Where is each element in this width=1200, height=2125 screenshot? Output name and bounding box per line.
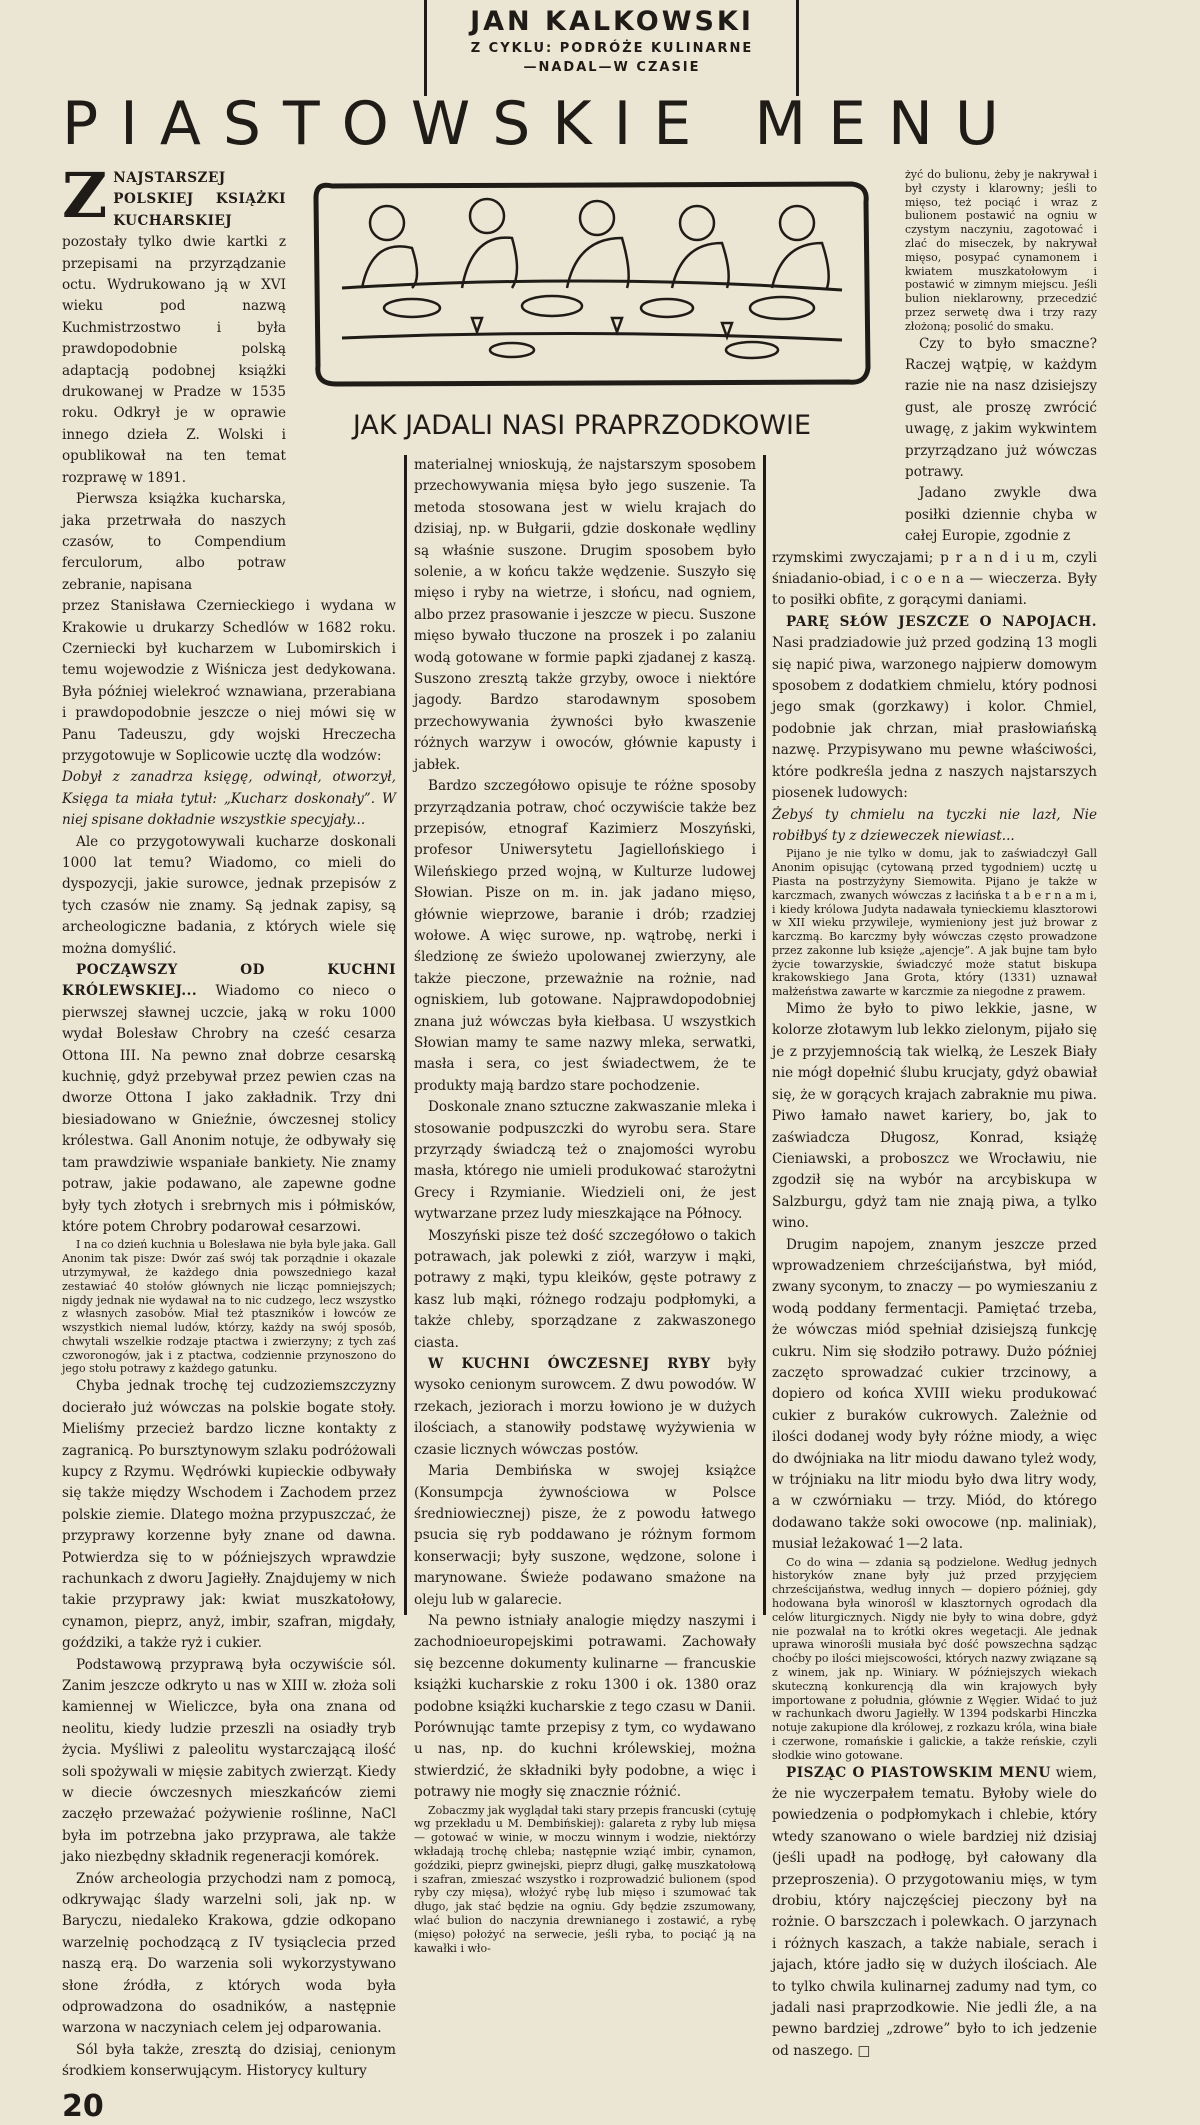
paragraph-text: Pierwsza książka kucharska, jaka przetrwała do naszych czasów, to Compendium ferculorum, albo potraw zebranie, napisana (62, 491, 286, 593)
column-right (772, 548, 1097, 2063)
paragraph (772, 847, 1097, 999)
paragraph (772, 548, 1097, 612)
paragraph (414, 1097, 756, 1225)
paragraph (62, 596, 396, 767)
paragraph (62, 159, 286, 489)
column-rule (763, 455, 766, 1615)
author-name: JAN KALKOWSKI (470, 6, 754, 37)
paragraph (772, 1235, 1097, 1556)
paragraph (414, 1354, 756, 1461)
paragraph-text: Zobaczmy jak wyglądał taki stary przepis francuski (cytuję wg przekładu u M. Dembińskiej): galareta z ryby lub mięsa — gotować w winie, w moczu winnym i wodzie, niektórzy wkładają trochę chleba; następnie wziąć imbir, cynamon, goździki, pieprz gwinejski, pieprz długi, gałkę muszkatołową i szafran, zmieszać wszystko i rozprowadzić bulionem (spod ryby czy mięsa), włożyć rybę lub mięso i szumować tak długo, jak stać będzie na ogniu. Gdy będzie zszumowany, wlać bulion do naczynia drewnianego i zostawić, a rybę (mięso) położyć na serwecie, jeśli ryba, to pociąć ją na kawałki i wło- (414, 1803, 756, 1955)
paragraph-text: Bardzo szczegółowo opisuje te różne sposoby przyrządzania potraw, choć oczywiście także bez przepisów, etnograf Kazimierz Moszyński, profesor Uniwersytetu Jagiellońskiego i Wileńskiego przed wojną, w Kulturze ludowej Słowian. Pisze on m. in. jak jadano mięso, głównie wieprzowe, baranie i drób; rzadziej wołowe. A więc surowe, np. wątrobę, nerki i śledzionę ze świeżo upolowanej zwierzyny, ale także pieczone, przeważnie na rożnie, nad ogniskiem, lub gotowane. Najprawdopodobniej znana już wówczas była kiełbasa. U wszystkich Słowian mamy te same nazwy mleka, serwatki, masła i sera, co jest świadectwem, że te produkty mają bardzo stare pochodzenie. (414, 778, 756, 1094)
section-lead: NAJSTARSZEJ POLSKIEJ KSIĄŻKI KUCHARSKIEJ (113, 170, 286, 229)
paragraph-text: były wysoko cenionym surowcem. Z dwu powodów. W rzekach, jeziorach i morzu łowiono je w dużych ilościach, a stanowiły podstawę wyżywienia w czasie licznych wówczas postów. (414, 1356, 756, 1458)
section-lead: POCZĄWSZY OD KUCHNI KRÓLEWSKIEJ... (62, 962, 396, 1000)
series-name: Z CYKLU: PODRÓŻE KULINARNE (470, 41, 754, 56)
paragraph-text: wiem, że nie wyczerpałem tematu. Byłoby wiele do powiedzenia o podpłomykach i chlebie, który wtedy szanowano o wiele bardziej niż dzisiaj (jeśli upadł na podłogę, był całowany dla przeproszenia). O przygotowaniu mięs, w tym drobiu, który najczęściej pieczony był na rożnie. O barszczach i polewkach. O jarzynach i różnych kaszach, a także nabiale, serach i jajach, które jadło się w dużych ilościach. Ale to tylko chwila kulinarnej zadumy nad tym, co jadali nasi praprzodkowie. Nie jedli źle, a na pewno bardziej „zdrowe” było to ich jedzenie od naszego. □ (772, 1764, 1097, 2059)
paragraph-text: Żebyś ty chmielu na tyczki nie lazł, Nie robiłbyś ty z dzieweczek niewiast... (772, 806, 1097, 844)
paragraph (772, 999, 1097, 1234)
page-number: 20 (62, 2088, 104, 2124)
paragraph-text: Podstawową przyprawą była oczywiście sól. Zanim jeszcze odkryto u nas w XIII w. złoża soli kamiennej w Wieliczce, była ona znana od neolitu, kiedy ludzie przeszli na osiadły tryb życia. Myśliwi z paleolitu wystarczającą ilość soli spożywali w mięsie zabitych zwierząt. Kiedy w diecie ówczesnych mieszkańców ziemi zaczęło przeważać pożywienie roślinne, NaCl była im potrzebna jako przyprawa, ale także jako niezbędny składnik regeneracji komórek. (62, 1656, 396, 1866)
drop-cap: Z (62, 159, 108, 232)
paragraph (62, 1869, 396, 2040)
paragraph-text: materialnej wnioskują, że najstarszym sposobem przechowywania mięsa było jego suszenie. Ta metoda stosowana jest w wielu krajach do dzisiaj, np. w Bułgarii, gdzie doskonałe wędliny są właśnie suszone. Drugim sposobem było solenie, a w końcu także wędzenie. Suszyło się mięso i ryby na wietrze, i słońcu, nad ogniem, albo przez prasowanie i jeszcze w piecu. Suszone mięso bywało tłuczone na proszek i po zalaniu wodą gotowane w formie papki zjadanej z kaszą. Suszono zresztą także grzyby, owoce i niektóre jagody. Bardzo starodawnym sposobem przechowywania żywności było kwaszenie różnych warzyw i owoców, głównie kapusty i jabłek. (414, 457, 756, 773)
paragraph-text: Dobył z zanadrza księgę, odwinął, otworzył, Księga ta miała tytuł: „Kucharz doskonały”. W niej spisane dokładnie wszystkie specyjały... (62, 769, 396, 829)
paragraph (62, 2040, 396, 2083)
paragraph-text: I na co dzień kuchnia u Bolesława nie była byle jaka. Gall Anonim tak pisze: Dwór zaś swój tak porządnie i okazale utrzymywał, że każdego dnia powszedniego kazał zestawiać 40 stołów głównych nie licząc pomniejszych; nigdy jednak nie wydawał na to nic cudzego, lecz wszystko z własnych zasobów. Miał też ptaszników i łowców ze wszystkich niemal ludów, którzy, każdy na swój sposób, chwytali wszelkie rodzaje ptactwa i zwierzyny; z tych zaś czworonogów, jak i z ptactwa, codziennie przynoszono do jego stołu potrawy z każdego gatunku. (62, 1238, 396, 1376)
header-rule-left (424, 0, 427, 96)
paragraph (414, 1804, 756, 1956)
quote-paragraph (772, 805, 1097, 848)
paragraph (62, 1376, 396, 1654)
paragraph (414, 455, 756, 776)
section-lead: PARĘ SŁÓW JESZCZE O NAPOJACH. (786, 613, 1097, 630)
paragraph (905, 483, 1097, 547)
paragraph-text: pozostały tylko dwie kartki z przepisami na przyrządzanie octu. Wydrukowano ją w XVI wieku pod nazwą Kuchmistrzostwo i była prawdopodobnie polską adaptacją podobnej książki drukowanej w Pradze w 1535 roku. Odkrył je w oprawie innego dzieła Z. Wolski i opublikował na ten temat rozprawę w 1891. (62, 234, 286, 486)
paragraph (62, 1655, 396, 1869)
paragraph (414, 1461, 756, 1611)
column-rule (404, 455, 407, 1615)
paragraph-text: Maria Dembińska w swojej książce (Konsumpcja żywnościowa w Polsce średniowiecznej) pisze, że z powodu łatwego psucia się ryb poddawano je różnym formom konserwacji; były suszone, wędzone, solone i marynowane. Świeże podawano smażone na oleju lub w galarecie. (414, 1463, 756, 1608)
paragraph (62, 489, 286, 596)
paragraph-text: Znów archeologia przychodzi nam z pomocą, odkrywając ślady warzelni soli, jak np. w Baryczu, niedaleko Krakowa, gdzie odkopano warzelnię pochodzącą z IV tysiąclecia przed naszą erą. Do warzenia soli wykorzystywano słone źródła, z których woda była odprowadzona do osadników, a następnie warzona w naczyniach celem jej odparowania. (62, 1870, 396, 2037)
column-left-top (62, 159, 286, 596)
paragraph-text: Sól była także, zresztą do dzisiaj, cenionym środkiem konserwującym. Historycy kultury (62, 2041, 396, 2080)
paragraph-text: Doskonale znano sztuczne zakwaszanie mleka i stosowanie podpuszczki do wyrobu sera. Stare przyrządy świadczą też o znajomości wyrobu masła, którego nie umieli produkować starożytni Grecy i Rzymianie. Wiedzieli oni, że jest wytwarzane przez ludy mieszkające na Północy. (414, 1099, 756, 1223)
column-middle (414, 455, 756, 1955)
paragraph (772, 1763, 1097, 2063)
article-header (428, 6, 796, 75)
paragraph-text: Mimo że było to piwo lekkie, jasne, w kolorze złotawym lub lekko zielonym, pijało się je z przyjemnością tak wielką, że Leszek Biały nie mógł dopełnić ślubu krucjaty, gdyż obawiał się, że w gorących krajach zabraknie mu piwa. Piwo łamało nawet kariery, bo, jak to zaświadcza Długosz, Konrad, książę Cieniawski, a proboszcz we Wrocławiu, nie zgodził się na wybór na arcybiskupa w Salzburgu, gdyż tam nie znają piwa, a tylko wino. (772, 1001, 1097, 1232)
article-subtitle: JAK JADALI NASI PRAPRZODKOWIE (352, 410, 812, 441)
paragraph-text: Chyba jednak trochę tej cudzoziemszczyzny docierało już wówczas na polskie bogate stoły. Mieliśmy przecież bardzo liczne kontakty z zagranicą. Po bursztynowym szlaku podróżowali kupcy z Rzymu. Wędrówki kupieckie odbywały się także między Wschodem i Zachodem przez polskie ziemie. Dlatego można przypuszczać, że przyprawy korzenne były znane od dawna. Potwierdza się to w późniejszych wprawdzie rachunkach z dworu Jagiełły. Znajdujemy w nich takie przyprawy jak: kwiat muszkatołowy, cynamon, pieprz, anyż, imbir, szafran, migdały, goździki, a także ryż i cukier. (62, 1378, 396, 1652)
paragraph (905, 168, 1097, 334)
paragraph-text: żyć do bulionu, żeby je nakrywał i był czysty i klarowny; jeśli to mięso, też pociąć i wraz z bulionem postawić na ogniu w czystym naczyniu, zagotować i zlać do miseczek, by nakrywał mięso, posypać cynamonem i kwiatem muszkatołowym i postawić w zimnym miejscu. Jeśli bulion nieklarowny, przecedzić przez serwetę dwa i trzy razy złożoną; posolić do smaku. (905, 168, 1097, 333)
paragraph-text: Wiadomo co nieco o pierwszej sławnej uczcie, jaką w roku 1000 wydał Bolesław Chrobry na cześć cesarza Ottona III. Na pewno znał dobrze cesarską kuchnię, gdyż przebywał przez pewien czas na dworze Ottona I jako zakładnik. Trzy dni biesiadowano w Gnieźnie, ówczesnej stolicy królestwa. Gall Anonim notuje, że odbywały się tam prawdziwie wspaniałe bankiety. Nie znamy potraw, jakie podawano, ale zapewne godne były tych złotych i srebrnych mis i półmisków, które potem Chrobry podarował cesarzowi. (62, 983, 396, 1235)
paragraph-text: Na pewno istniały analogie między naszymi i zachodnioeuropejskimi potrawami. Zachowały się bezcenne dokumenty kulinarne — francuskie książki kucharskie z roku 1300 i ok. 1380 oraz podobne książki kucharskie z tego czasu w Danii. Porównując tamte przepisy z tym, co wydawano u nas, np. do kuchni królewskiej, można stwierdzić, że składniki były podobne, a więc i potrawy nie mogły się znacznie różnić. (414, 1612, 756, 1801)
paragraph (62, 960, 396, 1238)
paragraph (62, 832, 396, 960)
paragraph (905, 334, 1097, 484)
paragraph (414, 1226, 756, 1354)
paragraph-text: Ale co przygotowywali kucharze doskonali 1000 lat temu? Wiadomo, co mieli do dyspozycji, jakie surowce, jednak przepisów z tych czasów nie znamy. Są jednak zapisy, są archeologiczne badania, z których wiele się można domyślić. (62, 833, 396, 957)
paragraph-text: przez Stanisława Czernieckiego i wydana w Krakowie u drukarzy Schedlów w 1682 roku. Czerniecki był kucharzem w Lubomirskich i temu wojewodzie z Wiśnicza jest dedykowana. Była później wielekroć wznawiana, przerabiana i prawdopodobnie jeszcze o niej mówi się w Panu Tadeuszu, gdy wojski Hreczecha przygotowuje w Soplicowie ucztę dla wodzów: (62, 598, 396, 764)
middle-column-flow (414, 455, 756, 1955)
column-right-top (905, 168, 1097, 548)
paragraph (414, 776, 756, 1097)
quote-paragraph (62, 767, 396, 831)
paragraph (414, 1611, 756, 1804)
paragraph (62, 1238, 396, 1376)
header-rule-right (796, 0, 799, 96)
series-subtitle: —NADAL—W CZASIE (523, 60, 701, 75)
column-left (62, 596, 396, 2083)
section-lead: W KUCHNI ÓWCZESNEJ RYBY (428, 1356, 711, 1373)
paragraph-text: Co do wina — zdania są podzielone. Według jednych historyków znane były już przed przyjęciem chrześcijaństwa, według innych — dopiero później, gdy hodowana była winorośl w klasztornych ogrodach dla celów liturgicznych. Nigdy nie były to wina dobre, gdyż nie pozwalał na to krótki okres wegetacji. Ale jednak uprawa winorośli musiała być dość powszechna sądząc choćby po ilości miejscowości, których nazwy związane są z winem, jak np. Winiary. W późniejszych wiekach skuteczną konkurencją dla win krajowych były importowane z południa, głównie z Węgier. Widać to już w rachunkach dworu Jagiełły. W 1394 podskarbi Hinczka notuje zakupione dla królowej, z rozkazu króla, wina białe i czerwone, romańskie i galickie, a także reńskie, czyli słodkie wino gotowane. (772, 1555, 1097, 1762)
paragraph (772, 612, 1097, 805)
article-title: PIASTOWSKIE MENU (62, 89, 1021, 159)
right-column-flow (772, 168, 1097, 2062)
paragraph-text: Pijano je nie tylko w domu, jak to zaświadczył Gall Anonim opisując (cytowaną przed tygodniem) ucztę u Piasta na postrzyżyny Siemowita. Pijano je także w karczmach, zwanych wówczas z łacińska t a b e r n a m i, i kiedy królowa Judyta nadawała tynieckiemu klasztorowi w XII wieku przywileje, wymieniony jest już browar z karczmą. Bo karczmy były wówczas często prowadzone przez zakonne lub księże „ajencje”. A jak bujne tam było życie towarzyskie, świadczyć może statut biskupa krakowskiego Jana Grota, który (1331) uznawał małżeństwa zawarte w karczmie za niegodne z prawem. (772, 847, 1097, 999)
paragraph-text: Drugim napojem, znanym jeszcze przed wprowadzeniem chrześcijaństwa, był miód, zwany syconym, to znaczy — po wymieszaniu z wodą poddany fermentacji. Pamiętać trzeba, że wówczas miód spełniał dzisiejszą funkcję cukru. Nim się słodziło potrawy. Dużo później zaczęto sprowadzać cukier trzcinowy, a dopiero od końca XVIII wieku produkować cukier z buraków cukrowych. Zależnie od ilości dodanej wody były różne miody, a więc do dwójniaka na litr miodu dawano tyleż wody, w trójniaku na litr miodu było dwa litry wody, a w czwórniaku — trzy. Miód, do którego dodawano także soki owocowe (np. maliniak), musiał leżakować 1—2 lata. (772, 1236, 1097, 1553)
paragraph-text: Moszyński pisze też dość szczegółowo o takich potrawach, jak polewki z ziół, warzyw i mąki, potrawy z mąki, typu kleików, gęste potrawy z kasz lub mąki, różnego rodzaju podpłomyki, a także chleby, sporządzane z zakwaszonego ciasta. (414, 1227, 756, 1351)
paragraph-text: rzymskimi zwyczajami; p r a n d i u m, czyli śniadanio-obiad, i c o e n a — wieczerza. Były to posiłki obfite, z gorącymi daniami. (772, 549, 1097, 609)
left-column-flow (62, 159, 396, 2125)
paragraph-text: Jadano zwykle dwa posiłki dziennie chyba w całej Europie, zgodnie z (905, 485, 1097, 545)
section-lead: PISZĄC O PIASTOWSKIM MENU (786, 1764, 1051, 1781)
paragraph-text: Nasi pradziadowie już przed godziną 13 mogli się napić piwa, warzonego najpierw domowym sposobem z dodatkiem chmielu, który podnosi jego smak (gorzkawy) i kolor. Chmiel, podobnie jak chrzan, miał prasłowiańską nazwę. Przypisywano mu pewne właściwości, które podkreśla jedna z naszych najstarszych piosenek ludowych: (772, 635, 1097, 802)
paragraph-text: Czy to było smaczne? Raczej wątpię, w każdym razie nie na nasz dzisiejszy gust, ale proszę zwrócić uwagę, z jakim wykwintem przyrządzano już wówczas potrawy. (905, 335, 1097, 480)
paragraph (772, 1556, 1097, 1763)
